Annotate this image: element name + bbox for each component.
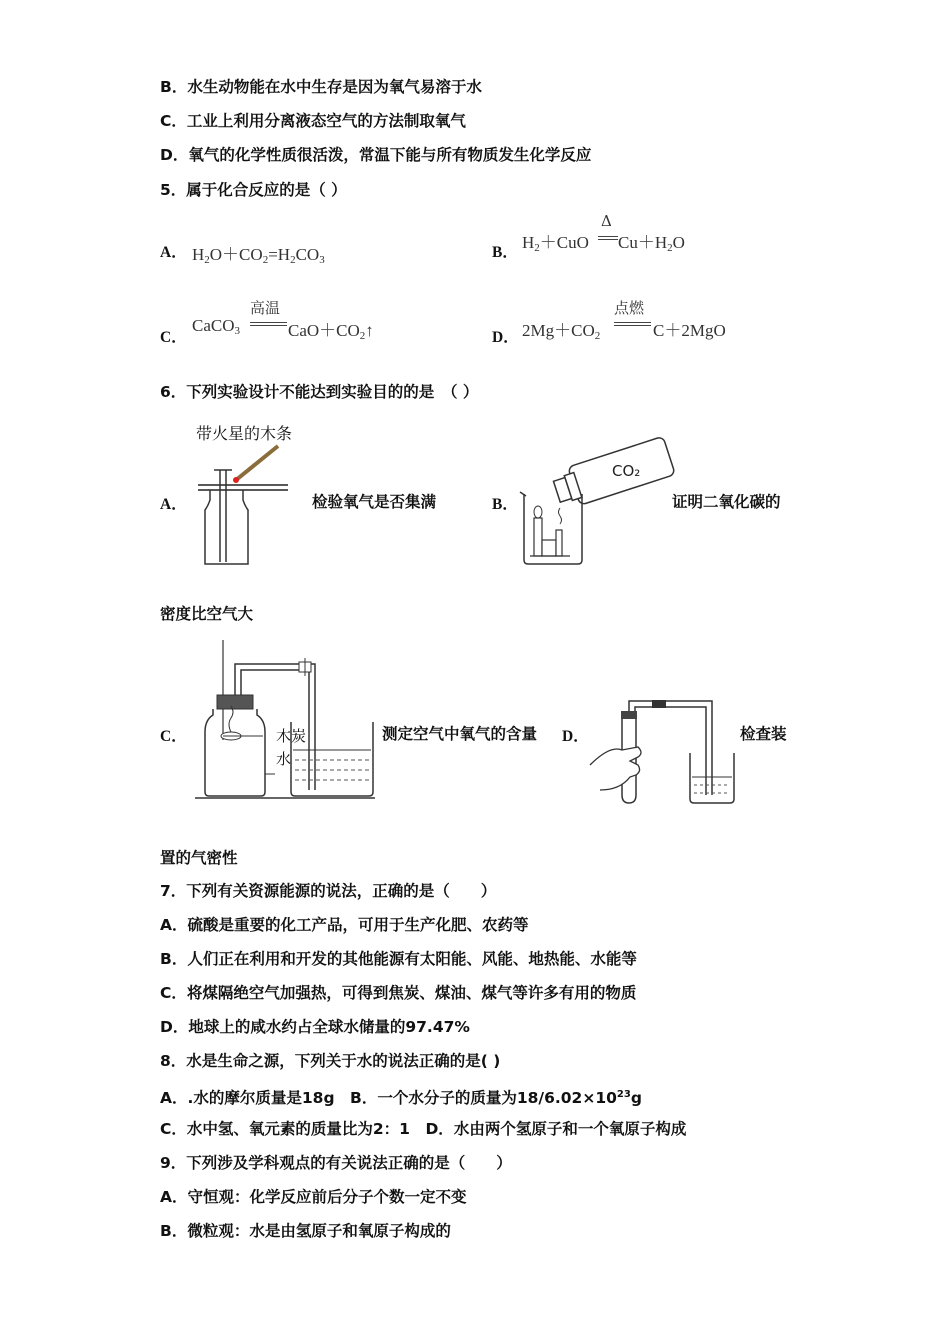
q5-label-a: A． — [160, 244, 187, 261]
q5-condition-delta: Δ — [601, 212, 612, 230]
q6-figure-b — [520, 436, 670, 566]
q6-stem: 6．下列实验设计不能达到实验目的的是 （ ） — [160, 383, 479, 401]
q5-equation-a: $H_2O+CO_2=H_2CO_3$ — [192, 245, 325, 266]
q5-condition-high-temp: 高温 — [250, 299, 281, 317]
q6-figure-d — [590, 695, 740, 810]
q6-wood-label: 带火星的木条 — [196, 424, 293, 443]
q6-label-c: C． — [160, 728, 187, 745]
q5-double-line-b — [598, 236, 618, 240]
q6-d-text: 检查装 — [740, 725, 787, 743]
q5-condition-ignite: 点燃 — [614, 299, 645, 317]
q6-figure-a — [190, 440, 290, 570]
q6-water-label: 水 — [276, 750, 292, 768]
q9-option-b: B．微粒观：水是由氢原子和氧原子构成的 — [160, 1222, 451, 1240]
q6-charcoal-label: 木炭 — [276, 727, 307, 745]
q7-option-b: B．人们正在利用和开发的其他能源有太阳能、风能、地热能、水能等 — [160, 950, 637, 968]
q5-double-line-c — [250, 322, 287, 326]
q6-co2-label: CO₂ — [612, 462, 641, 480]
q6-d-text-cont: 置的气密性 — [160, 849, 238, 867]
q5-equation-c: CaCO$_3$ — [192, 316, 240, 337]
q4-option-d: D．氧气的化学性质很活泼，常温下能与所有物质发生化学反应 — [160, 146, 592, 164]
q5-equation-d-products: C＋2MgO — [653, 321, 726, 340]
q9-stem: 9．下列涉及学科观点的有关说法正确的是（ ） — [160, 1154, 512, 1172]
q6-label-d: D． — [562, 728, 589, 745]
q5-label-c: C． — [160, 329, 187, 346]
q5-equation-b: $H_2+CuO$ — [522, 233, 589, 254]
q4-option-c: C．工业上利用分离液态空气的方法制取氧气 — [160, 112, 466, 130]
q6-figure-c — [195, 640, 380, 805]
q6-label-b: B． — [492, 496, 518, 513]
q6-c-text: 测定空气中氧气的含量 — [382, 725, 538, 743]
q6-b-text: 证明二氧化碳的 — [672, 493, 781, 511]
q5-equation-b-products: $Cu+H_2O$ — [618, 233, 685, 254]
q7-stem: 7．下列有关资源能源的说法，正确的是（ ） — [160, 882, 497, 900]
q7-option-d: D．地球上的咸水约占全球水储量的97.47% — [160, 1018, 470, 1036]
q5-label-b: B． — [492, 244, 518, 261]
q4-option-b: B．水生动物能在水中生存是因为氧气易溶于水 — [160, 78, 482, 96]
q6-label-a: A． — [160, 496, 187, 513]
q8-stem: 8．水是生命之源，下列关于水的说法正确的是( ) — [160, 1052, 501, 1070]
q5-double-line-d — [614, 322, 651, 326]
q6-a-text: 检验氧气是否集满 — [312, 493, 437, 511]
q5-stem: 5．属于化合反应的是（ ） — [160, 181, 347, 199]
q9-option-a: A．守恒观：化学反应前后分子个数一定不变 — [160, 1188, 467, 1206]
q5-equation-d: $2Mg+CO_2$ — [522, 321, 601, 342]
q8-options-ab: A．.水的摩尔质量是18g B．一个水分子的质量为$18/6.02\times 10^{23}g$ — [160, 1089, 642, 1108]
q7-option-a: A．硫酸是重要的化工产品，可用于生产化肥、农药等 — [160, 916, 529, 934]
q5-equation-c-products: $CaO+CO_2↑$ — [288, 321, 374, 342]
q5-label-d: D． — [492, 329, 519, 346]
q8-options-cd: C．水中氢、氧元素的质量比为2：1 D．水由两个氢原子和一个氧原子构成 — [160, 1120, 687, 1138]
q7-option-c: C．将煤隔绝空气加强热，可得到焦炭、煤油、煤气等许多有用的物质 — [160, 984, 637, 1002]
q6-b-text-cont: 密度比空气大 — [160, 605, 254, 623]
